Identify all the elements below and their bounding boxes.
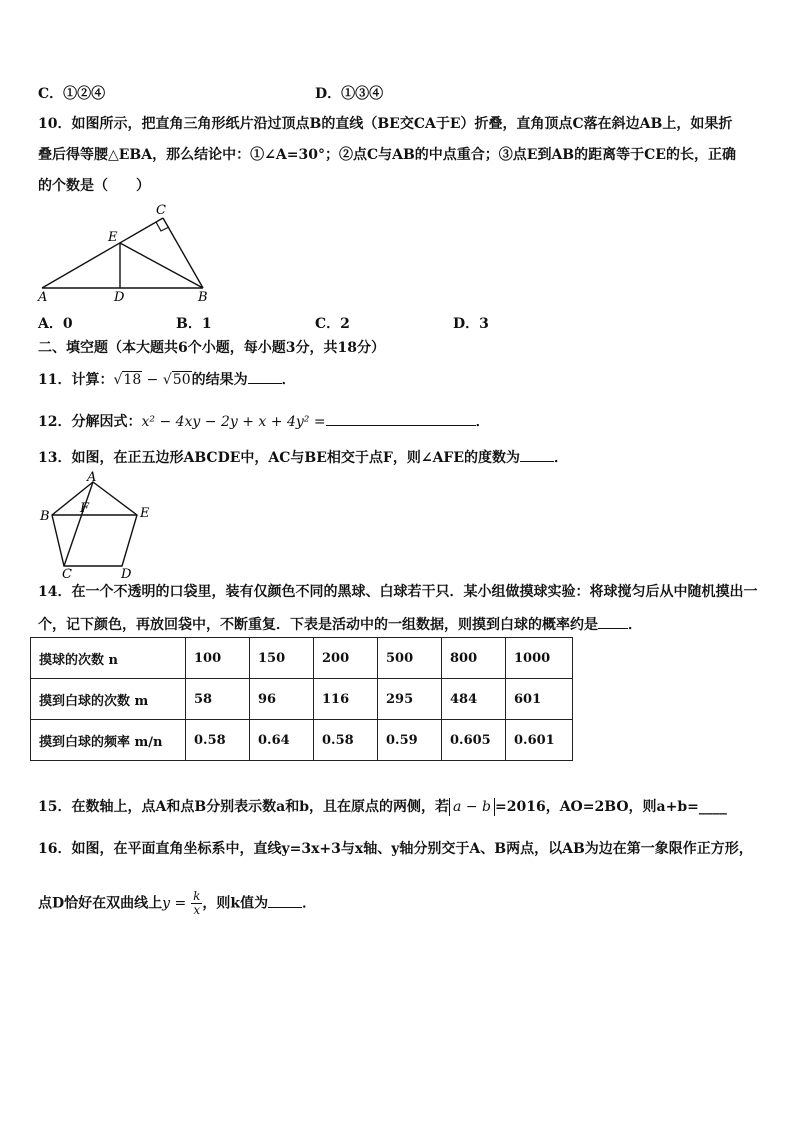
table-cell: 0.605 [442,720,506,761]
q15: 15．在数轴上，点A和点B分别表示数a和b，且在原点的两侧，若 a − b =2016，AO=2BO，则a+b=____ [38,799,727,815]
q13-text: 13．如图，在正五边形ABCDE中，AC与BE相交于点F，则∠AFE的度数为 [38,450,521,466]
q12-prefix: 12．分解因式： [38,414,142,430]
table-row [31,679,573,720]
table-cell: 200 [314,638,378,679]
table-cell: 摸球的次数 n [31,638,186,679]
q14-blank [598,614,628,629]
table-cell: 摸到白球的频率 m/n [31,720,186,761]
label-d: D [121,567,132,578]
label-c: C [156,203,166,218]
table-cell: 0.601 [506,720,573,761]
q10-line3: 的个数是（ ） [38,178,150,194]
section-title: 二、填空题（本大题共6个小题，每小题3分，共18分） [38,340,385,356]
label-b: B [198,290,208,305]
q10-line1: 10．如图所示，把直角三角形纸片沿过顶点B的直线（BE交CA于E）折叠，直角顶点C落在斜边AB上，如果折 [38,116,733,132]
q16-line1: 16．如图，在平面直角坐标系中，直线y=3x+3与x轴、y轴分别交于A、B两点，以AB为边在第一象限作正方形， [38,841,753,857]
label-b: B [40,509,50,524]
sqrt-18: √18 [113,372,142,388]
q11: 11．计算：√18 − √50的结果为 ． [38,369,296,389]
table-cell: 0.58 [314,720,378,761]
q13: 13．如图，在正五边形ABCDE中，AC与BE相交于点F，则∠AFE的度数为 ． [38,447,568,467]
q10-option-c: C．2 [315,316,350,332]
q10-option-a: A．0 [38,316,73,332]
table-cell: 0.64 [250,720,314,761]
q15-blank: ____ [698,799,727,815]
table-row [31,720,573,761]
q10-option-b: B．1 [176,316,212,332]
q12: 12．分解因式：x² − 4xy − 2y + x + 4y² = ． [38,411,490,431]
q11-suffix: 的结果为 [191,372,248,388]
q10-triangle-figure [30,200,220,305]
table-cell: 58 [186,679,250,720]
fraction-k-over-x: $\frac{k}{x}$ [193,889,201,917]
q14-data-table [30,637,573,761]
table-cell: 0.59 [378,720,442,761]
label-a: A [87,470,97,485]
q11-blank [248,369,282,384]
q10-option-d: D．3 [453,316,489,332]
q16-blank [268,893,302,908]
table-cell: 295 [378,679,442,720]
q14-line2: 个，记下颜色，再放回袋中，不断重复．下表是活动中的一组数据，则摸到白球的概率约是 ． [38,614,642,634]
label-a: A [38,290,48,305]
option-d: D．①③④ [315,86,384,102]
label-f: F [80,501,90,516]
q16-line2: 点D恰好在双曲线上y = $\frac{k}{x}$ ，则k值为 ． [38,889,317,917]
table-cell: 150 [250,638,314,679]
table-cell: 0.58 [186,720,250,761]
q12-blank [326,411,476,426]
table-cell: 601 [506,679,573,720]
table-cell: 摸到白球的次数 m [31,679,186,720]
q11-prefix: 11．计算： [38,372,114,388]
abs-a-minus-b: a − b [449,798,495,816]
table-cell: 100 [186,638,250,679]
label-e: E [140,506,150,521]
table-cell: 800 [442,638,506,679]
q13-blank [520,447,554,462]
table-cell: 484 [442,679,506,720]
option-c: C．①②④ [38,86,106,102]
label-e: E [108,230,118,245]
label-d: D [114,290,125,305]
table-cell: 96 [250,679,314,720]
table-cell: 1000 [506,638,573,679]
q13-pentagon-figure [30,470,160,578]
q10-line2: 叠后得等腰△EBA，那么结论中：①∠A=30°；②点C与AB的中点重合；③点E到AB的距离等于CE的长，正确 [38,147,736,163]
table-cell: 116 [314,679,378,720]
q14-line1: 14．在一个不透明的口袋里，装有仅颜色不同的黑球、白球若干只．某小组做摸球实验：将球搅匀后从中随机摸出一 [38,584,758,600]
table-row [31,638,573,679]
sqrt-50: √50 [162,372,191,388]
q12-expression: x² − 4xy − 2y + x + 4y² = [141,414,326,430]
table-cell: 500 [378,638,442,679]
label-c: C [62,567,72,578]
